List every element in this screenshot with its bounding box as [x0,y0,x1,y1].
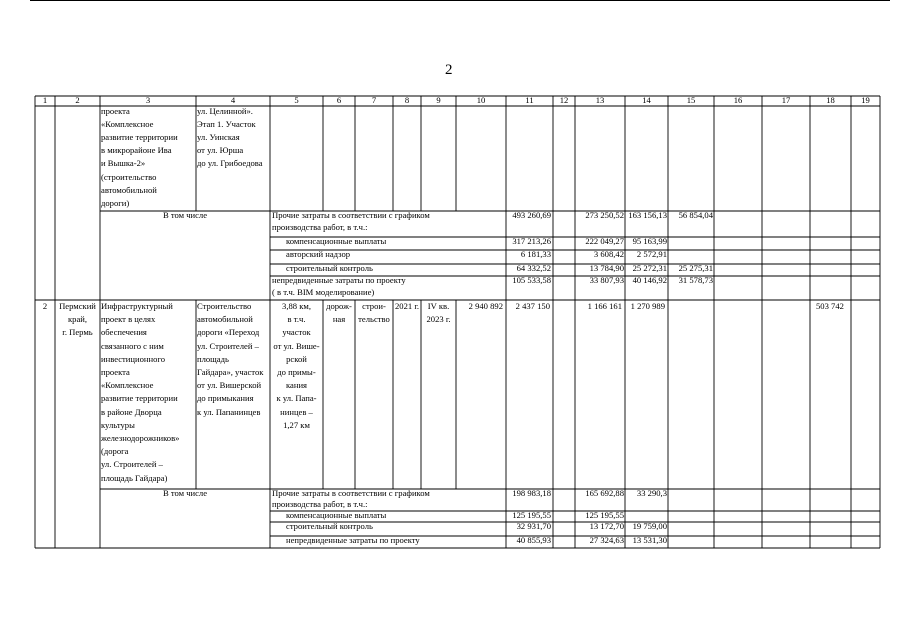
including-label: В том числе [162,210,208,220]
start-year-cell: 2021 г. [394,301,420,311]
column-number-header: 1 [42,95,48,105]
project-description-cell: обеспечения [101,327,147,338]
cost-year-value: 95 163,99 [632,236,667,246]
section-description-cell: Этап 1. Участок [197,119,256,130]
region-cell: г. Пермь [62,327,93,338]
construction-description-cell: от ул. Вишерской [197,380,262,391]
column-number-header: 8 [404,95,410,105]
column-number-header: 13 [595,95,605,105]
length-cell: к ул. Папа- [276,393,317,404]
project-description-cell: инвестиционного [101,353,165,364]
section-description-cell: до ул. Грибоедова [197,158,263,169]
cost-item-name: Прочие затраты в соответствии с графиком [272,210,430,220]
project-description-cell: развитие территории [101,393,178,404]
cost-item-name: производства работ, в т.ч.: [272,499,368,509]
object-description-cell: «Комплексное [101,119,154,130]
cost-total-value: 317 213,26 [512,236,551,246]
region-cell: край, [67,314,88,325]
cost-item-name: строительный контроль [286,263,373,273]
cost-year-value: 33 807,93 [589,275,624,285]
construction-description-cell: к ул. Папанинцев [197,406,261,417]
including-label: В том числе [162,488,208,498]
cost-year-value: 222 049,27 [585,236,624,246]
object-description-cell: (строительство [101,171,157,182]
total-cost-cell: 2 437 150 [515,301,550,311]
column-number-header: 14 [642,95,651,105]
length-cell: до примы- [277,367,316,377]
construction-description-cell: до примыкания [197,393,254,404]
end-date-cell: 2023 г. [426,314,451,325]
cost-item-name: ( в т.ч. BIM моделирование) [272,287,375,297]
cost-total-value: 64 332,52 [516,263,551,273]
type-cell: ная [332,314,346,325]
cost-item-name: компенсационные выплаты [286,236,387,246]
cost-year-value: 125 195,55 [585,510,624,520]
object-description-cell: проекта [101,106,130,116]
object-description-cell: в микрорайоне Ива [101,145,172,156]
construction-description-cell: дороги «Переход [197,327,260,338]
construction-description-cell: Строительство [197,301,252,311]
project-description-cell: проект в целях [101,314,156,325]
cost-total-value: 105 533,58 [512,275,551,285]
column-number-header: 7 [371,95,377,105]
cost-item-name: непредвиденные затраты по проекту [272,275,406,285]
cost-year-value: 33 290,3 [636,488,667,498]
cost-year-value: 25 275,31 [678,263,713,273]
year-cost-cell: 503 742 [816,301,844,311]
construction-description-cell: Гайдара», участок [197,367,264,377]
object-description-cell: развитие территории [101,132,178,143]
page-number: 2 [445,62,453,78]
cost-year-value: 27 324,63 [589,535,624,545]
project-description-cell: культуры [101,419,135,430]
project-description-cell: связанного с ним [101,340,164,351]
cost-year-value: 273 250,52 [585,210,624,220]
length-cell: в т.ч. [287,314,306,325]
column-number-header: 12 [559,95,569,105]
cost-total-value: 125 195,55 [512,510,551,520]
length-cell: от ул. Више- [273,340,320,351]
cost-total-value: 493 260,69 [512,210,551,220]
cost-year-value: 31 578,73 [678,275,713,285]
cost-year-value: 13 172,70 [589,521,624,531]
column-number-header: 5 [294,95,299,105]
cost-item-name: непредвиденные затраты по проекту [286,535,420,545]
project-description-cell: ул. Строителей – [101,459,163,470]
cost-total-value: 40 855,93 [516,535,551,545]
construction-description-cell: автомобильной [197,314,253,325]
column-number-header: 10 [476,95,486,105]
project-description-cell: Инфраструктурный [101,301,173,311]
cost-item-name: компенсационные выплаты [286,510,387,520]
cost-year-value: 40 146,92 [632,275,667,285]
project-description-cell: (дорога [101,446,129,457]
cost-year-value: 163 156,13 [628,210,667,220]
length-cell: нинцев – [280,406,313,417]
column-number-header: 15 [686,95,696,105]
section-description-cell: ул. Уинская [197,132,240,143]
cost-total-value: 6 181,33 [520,249,551,259]
column-number-header: 3 [145,95,151,105]
work-type-cell: тельство [358,314,390,325]
cost-year-value: 13 531,30 [632,535,667,545]
construction-description-cell: ул. Строителей – [197,340,259,351]
cost-year-value: 165 692,88 [585,488,624,498]
column-number-header: 16 [733,95,743,105]
project-description-cell: железнодорожников» [101,433,180,443]
object-description-cell: дороги) [101,197,130,208]
cost-item-name: авторский надзор [286,249,351,259]
object-description-cell: и Вышка-2» [101,158,146,169]
column-number-header: 9 [436,95,441,105]
object-description-cell: автомобильной [101,184,157,195]
section-description-cell: от ул. Юрша [197,145,244,156]
work-type-cell: строи- [362,301,386,311]
cost-year-value: 25 272,31 [632,263,667,273]
project-description-cell: площадь Гайдара) [101,472,168,483]
length-cell: участок [282,327,311,338]
column-number-header: 19 [861,95,870,105]
cost-item-name: строительный контроль [286,521,373,531]
column-number-header: 18 [826,95,835,105]
row-number-cell: 2 [42,301,48,311]
construction-description-cell: площадь [197,353,229,364]
length-cell: 3,88 км, [282,301,311,311]
length-cell: кания [285,380,308,391]
column-number-header: 4 [230,95,236,105]
project-description-cell: «Комплексное [101,380,154,391]
region-cell: Пермский [59,301,96,311]
type-cell: дорож- [326,301,352,311]
cost-item-name: Прочие затраты в соответствии с графиком [272,488,430,498]
length-cell: 1,27 км [283,419,310,430]
column-number-header: 11 [525,95,534,105]
section-description-cell: ул. Целинной». [197,106,253,116]
project-description-cell: проекта [101,367,130,377]
year-cost-cell: 1 166 161 [587,301,622,311]
length-cell: рской [286,353,307,364]
year-cost-cell: 1 270 989 [630,301,665,311]
cost-year-value: 13 784,90 [589,263,624,273]
cost-year-value: 19 759,00 [632,521,667,531]
column-number-header: 17 [781,95,791,105]
column-number-header: 2 [75,95,80,105]
cost-total-value: 32 931,70 [516,521,551,531]
cost-total-value: 198 983,18 [512,488,551,498]
cost-year-value: 56 854,04 [678,210,713,220]
cost-item-name: производства работ, в т.ч.: [272,222,368,232]
estimated-cost-cell: 2 940 892 [468,301,503,311]
project-description-cell: в районе Дворца [101,406,162,417]
cost-year-value: 3 608,42 [593,249,624,259]
cost-year-value: 2 572,91 [636,249,667,259]
column-number-header: 6 [336,95,342,105]
end-date-cell: IV кв. [427,301,450,311]
